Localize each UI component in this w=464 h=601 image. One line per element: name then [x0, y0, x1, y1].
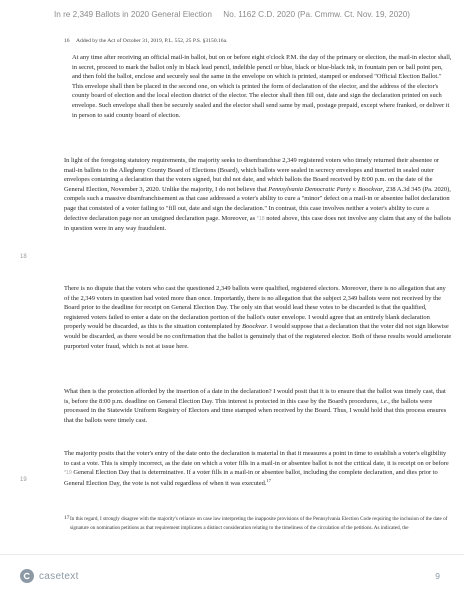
paragraph-5	[64, 449, 452, 488]
paragraph-2-text-b: , 238 A.3d 345 (Pa. 2020), compels such a massive disenfranchisement as that case addressed a voter's ability to cure a "minor" defect on a mail-in or absentee ballot declaration page that consisted of a voter failing to "fill out, date and sign the declaration." In contrast, this case involves neither a voter's ability to cure a defective declaration page nor an unsigned declaration page. Moreover, as	[64, 185, 451, 222]
paragraph-2	[64, 156, 452, 234]
margin-page-number-18: 18	[20, 254, 27, 260]
casetext-logo[interactable]	[20, 569, 79, 583]
running-header: In re 2,349 Ballots in 2020 General Election No. 1162 C.D. 2020 (Pa. Cmmw. Ct. Nov. 19, 2020)	[53, 10, 411, 19]
page-reference-18: *18	[256, 215, 265, 222]
paragraph-3	[64, 284, 452, 351]
paragraph-3-text-a: There is no dispute that the voters who cast the questioned 2,349 ballots were qualified, registered electors. Moreover, there is no allegation that any of the 2,349 voters in question had voted more than once. Importantly, there is no allegation that the subject 2,349 ballots were not received by the Board prior to the deadline for receipt on General Election Day. The only sin that would lead these votes to be discarded is that the qualified, registered voters failed to enter a date on the declaration portion of the ballot's outer envelope. I would agree that an entirely blank declaration properly would be discarded, as this is the situation contemplated by	[64, 285, 446, 331]
paragraph-5-text-a: The majority posits that the voter's entry of the date onto the declaration is material in that it measures a point in time to establish a voter's eligibility to cast a vote. This is simply incorrect, as the date on which a voter fills in a mail-in or absentee ballot is not the critical date, it is receipt on or before	[64, 450, 449, 467]
footnote-17-marker[interactable]: 17	[266, 477, 271, 483]
page-reference-19: *19	[64, 470, 72, 477]
casetext-brand: casetext	[39, 570, 79, 582]
paragraph-4-text-b: , the ballots were processed in the Statewide Uniform Registry of Electors and time stamped when received by the Board. Thus, I would hold that this process ensures that the ballots were timely cast.	[64, 397, 447, 424]
paragraph-3-text-b: . I would suppose that a declaration that the voter did not sign likewise would be discarded, as there would be no confirmation that the ballot is genuinely that of the registered elector. Both of these results would ameliorate purported voter fraud, which is not at issue here.	[64, 323, 452, 350]
footnote-16	[64, 38, 444, 44]
ie-abbreviation: i.e.	[380, 397, 389, 405]
case-citation[interactable]: Pennsylvania Democratic Party v. Boockvar	[268, 185, 383, 193]
footnote-17-text: In this regard, I strongly disagree with the majority's reliance on case law interpreting the inapposite provisions of the Pennsylvania Election Code requiring the inclusion of the date of signature on nomination petitions as that requirement implicates a distinct consideration relating to the timeliness of the circulation of the petitions. As indicated, the	[70, 516, 448, 531]
paragraph-5-text-b: General Election Day that is determinative. If a voter fills in a mail-in or absentee ballot, including the complete declaration, and dies prior to General Election Day, the vote is not valid regardless of when it was executed.	[64, 469, 438, 487]
margin-page-number-19: 19	[20, 477, 27, 483]
casetext-logo-icon	[20, 569, 34, 583]
paragraph-4-text-a: What then is the protection afforded by the insertion of a date in the declaration? I would posit that it is to ensure that the ballot was timely cast, that is, before the 8:00 p.m. deadline on General Election Day. This interest is protected in this case by the Board's procedures,	[64, 388, 446, 405]
page-footer	[0, 554, 464, 601]
block-quote: At any time after receiving an official mail-in ballot, but on or before eight o'clock P.M. the day of the primary or election, the mail-in elector shall, in secret, proceed to mark the ballot only in black lead pencil, indelible pencil or blue, black or blue-black ink, in fountain pen or ball point pen, and then fold the ballot, enclose and securely seal the same in the envelope on which is printed, stamped or endorsed "Official Election Ballot." This envelope shall then be placed in the second one, on which is printed the form of declaration of the elector, and the address of the elector's county board of election and the local election district of the elector. The elector shall then fill out, date and sign the declaration printed on such envelope. Such envelope shall then be securely sealed and the elector shall send same by mail, postage prepaid, except where franked, or deliver it in person to said county board of election.	[72, 54, 452, 119]
paragraph-4	[64, 387, 452, 425]
paragraph-2-text-c: noted above, this case does not involve any claim that any of the ballots in question were in any way fraudulent.	[64, 214, 452, 233]
footnote-16-number: 16	[64, 38, 70, 44]
footnote-16-text: Added by the Act of October 31, 2019, P.L. 552, 25 P.S. §3150.16a.	[76, 38, 228, 44]
footnote-17-number: 17	[64, 515, 70, 521]
paragraph-2-text-a: In light of the foregoing statutory requirements, the majority seeks to disenfranchise 2,349 registered voters who timely returned their absentee or mail-in ballots to the Allegheny County Board of Elections (Board), which ballots were sealed in secrecy envelopes and inserted in sealed outer envelopes containing a declaration that the voters signed, but did not date, and which ballots the Board received by 8:00 p.m. on the date of the General Election, November 3, 2020. Unlike the majority, I do not believe that	[64, 157, 440, 193]
case-name: Boockvar	[242, 323, 267, 331]
footnote-17	[64, 515, 450, 532]
page-number: 9	[435, 571, 440, 581]
